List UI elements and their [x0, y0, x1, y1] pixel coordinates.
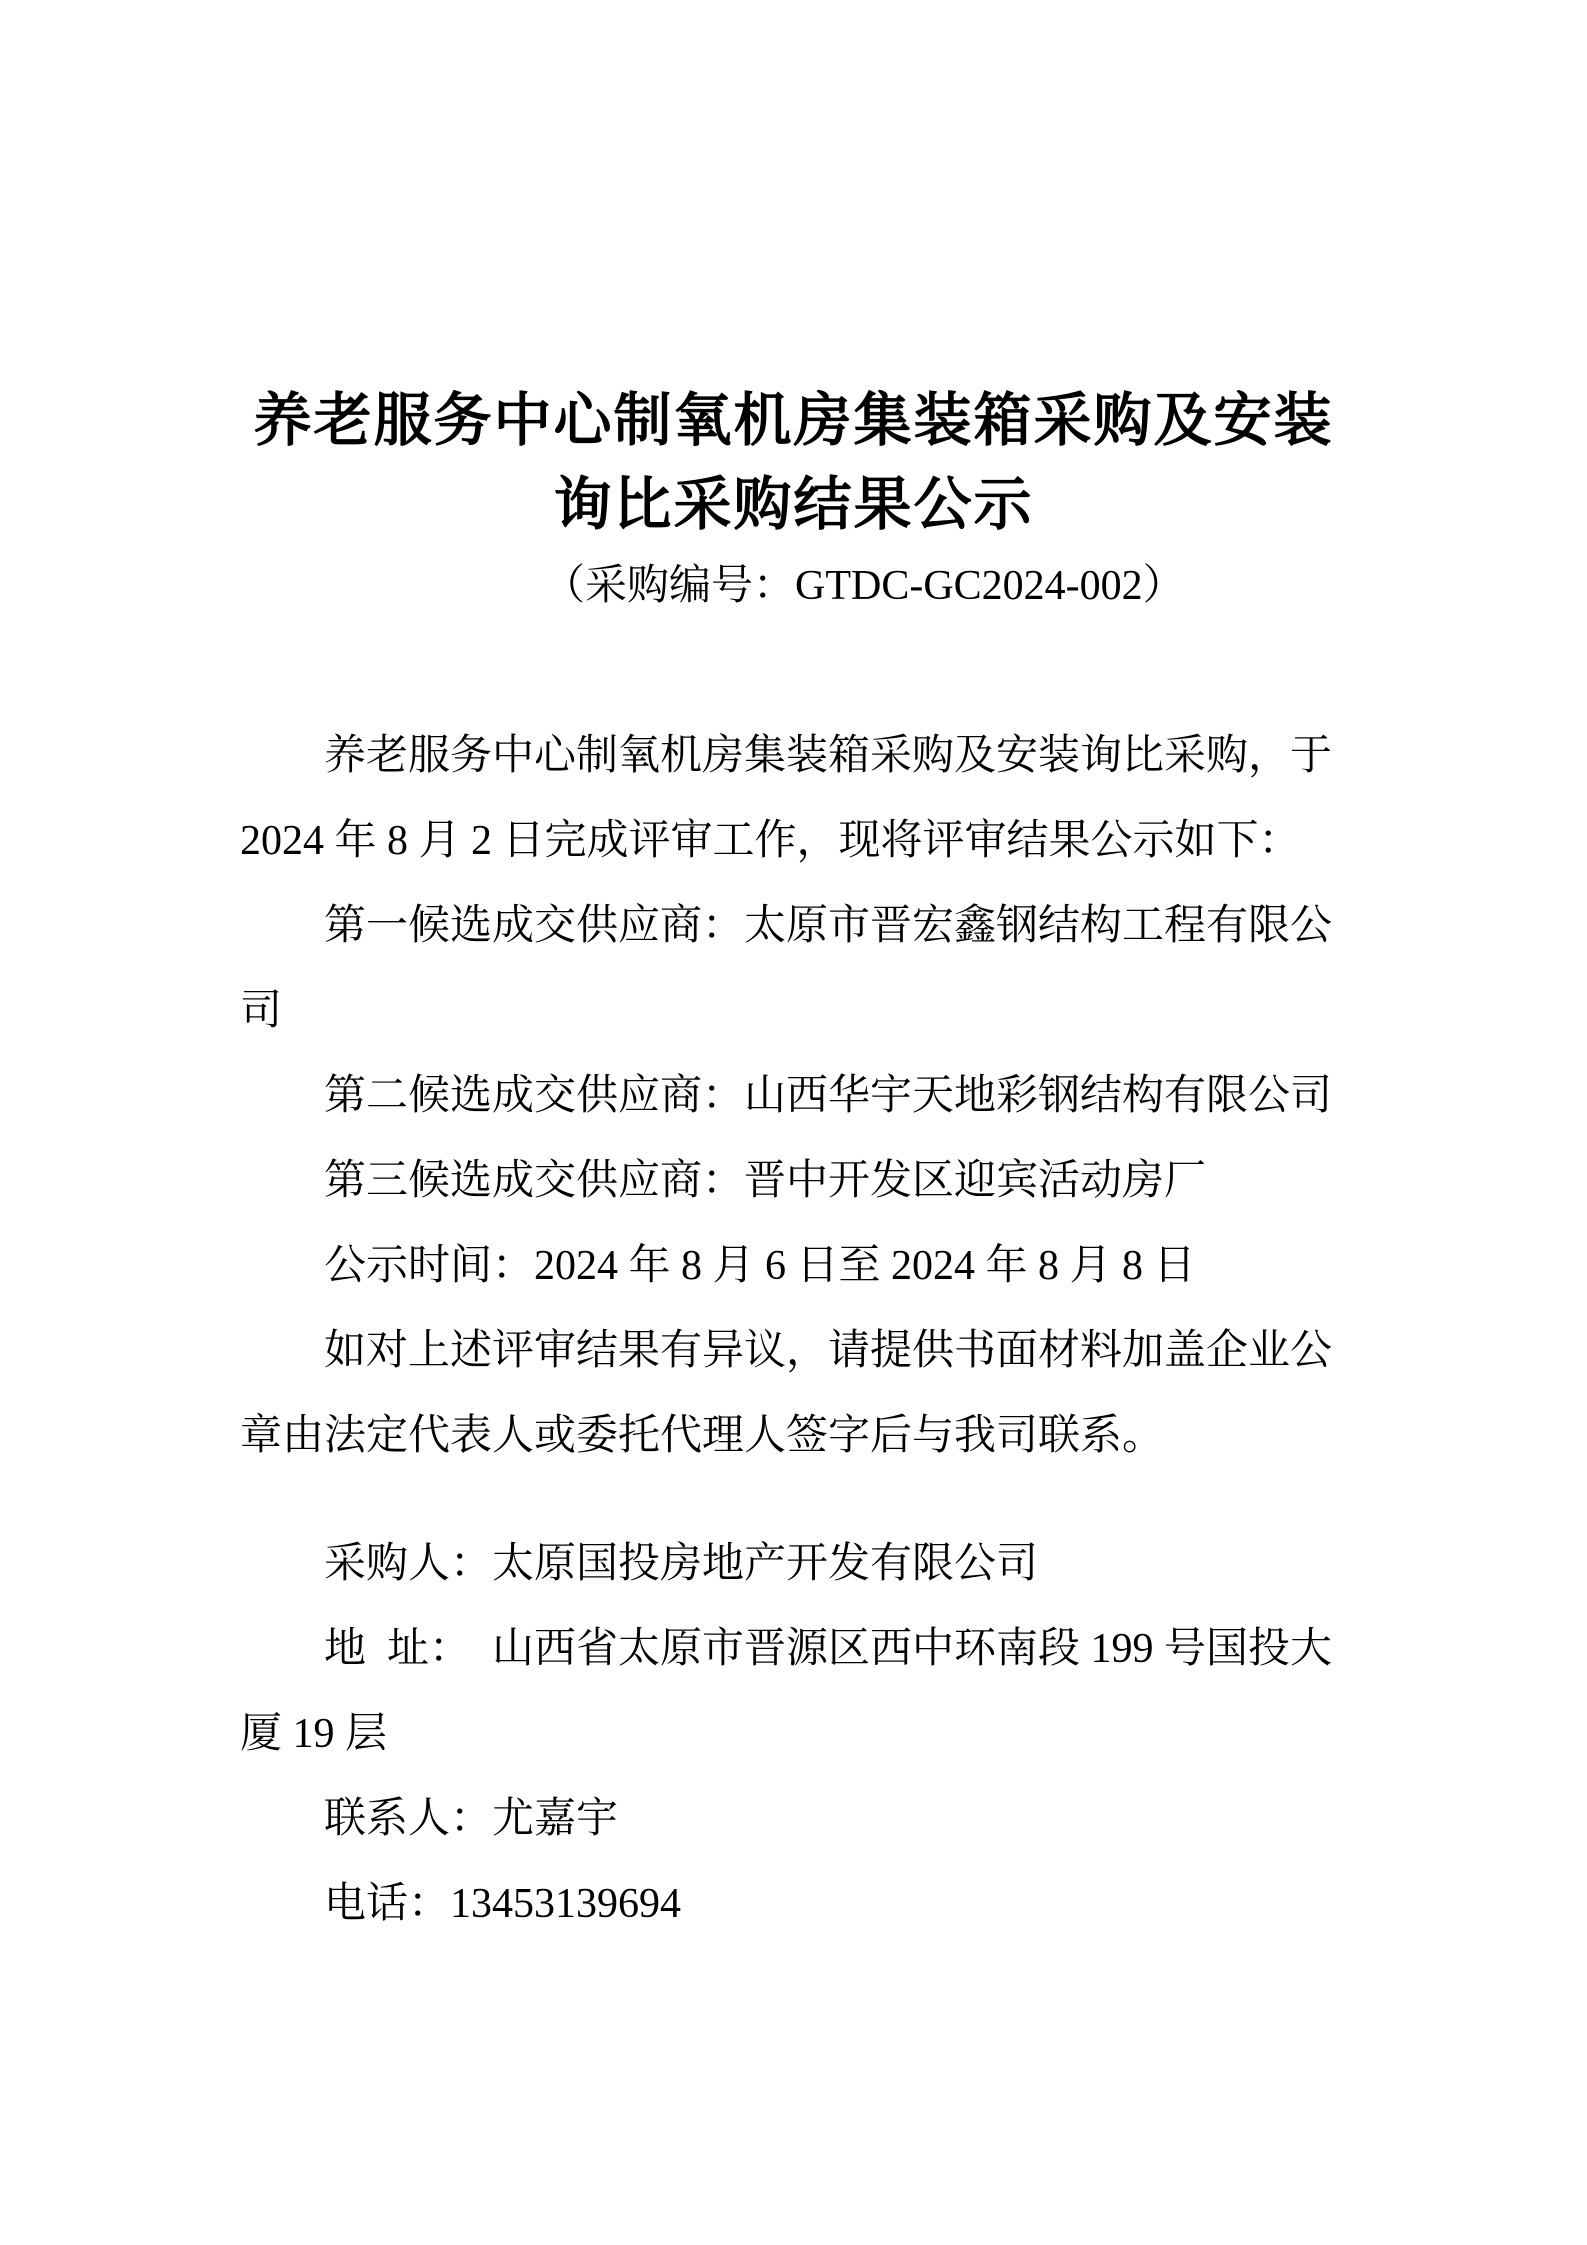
candidate-3-line: 第三候选成交供应商：晋中开发区迎宾活动房厂: [324, 1158, 1207, 1204]
intro-line-1: 养老服务中心制氧机房集装箱采购及安装询比采购，于: [324, 733, 1333, 779]
candidate-1-line-2: 司: [240, 988, 283, 1034]
document-body: [240, 714, 1460, 1947]
objection-line-1: 如对上述评审结果有异议，请提供书面材料加盖企业公: [324, 1328, 1333, 1374]
procurement-number-line: （采购编号：GTDC-GC2024-002）: [543, 563, 1185, 609]
address-line-2: 厦 19 层: [240, 1711, 388, 1757]
blank-line-separator: [240, 1479, 1460, 1522]
purchaser-line: 采购人：太原国投房地产开发有限公司: [324, 1541, 1039, 1587]
title-line-1: 养老服务中心制氧机房集装箱采购及安装: [253, 388, 1334, 453]
document-title: [0, 379, 1587, 547]
title-line-2: 询比采购结果公示: [553, 472, 1034, 537]
candidate-2-line: 第二候选成交供应商：山西华宇天地彩钢结构有限公司: [324, 1073, 1333, 1119]
contact-person-line: 联系人：尤嘉宇: [324, 1796, 619, 1842]
objection-line-2: 章由法定代表人或委托代理人签字后与我司联系。: [240, 1413, 1165, 1459]
intro-line-2: 2024 年 8 月 2 日完成评审工作，现将评审结果公示如下：: [240, 818, 1301, 864]
phone-line: 电话：13453139694: [324, 1881, 682, 1927]
candidate-1-line-1: 第一候选成交供应商：太原市晋宏鑫钢结构工程有限公: [324, 903, 1333, 949]
address-line-1: 地 址： 山西省太原市晋源区西中环南段 199 号国投大: [324, 1626, 1333, 1672]
publicity-period-line: 公示时间：2024 年 8 月 6 日至 2024 年 8 月 8 日: [324, 1243, 1196, 1289]
